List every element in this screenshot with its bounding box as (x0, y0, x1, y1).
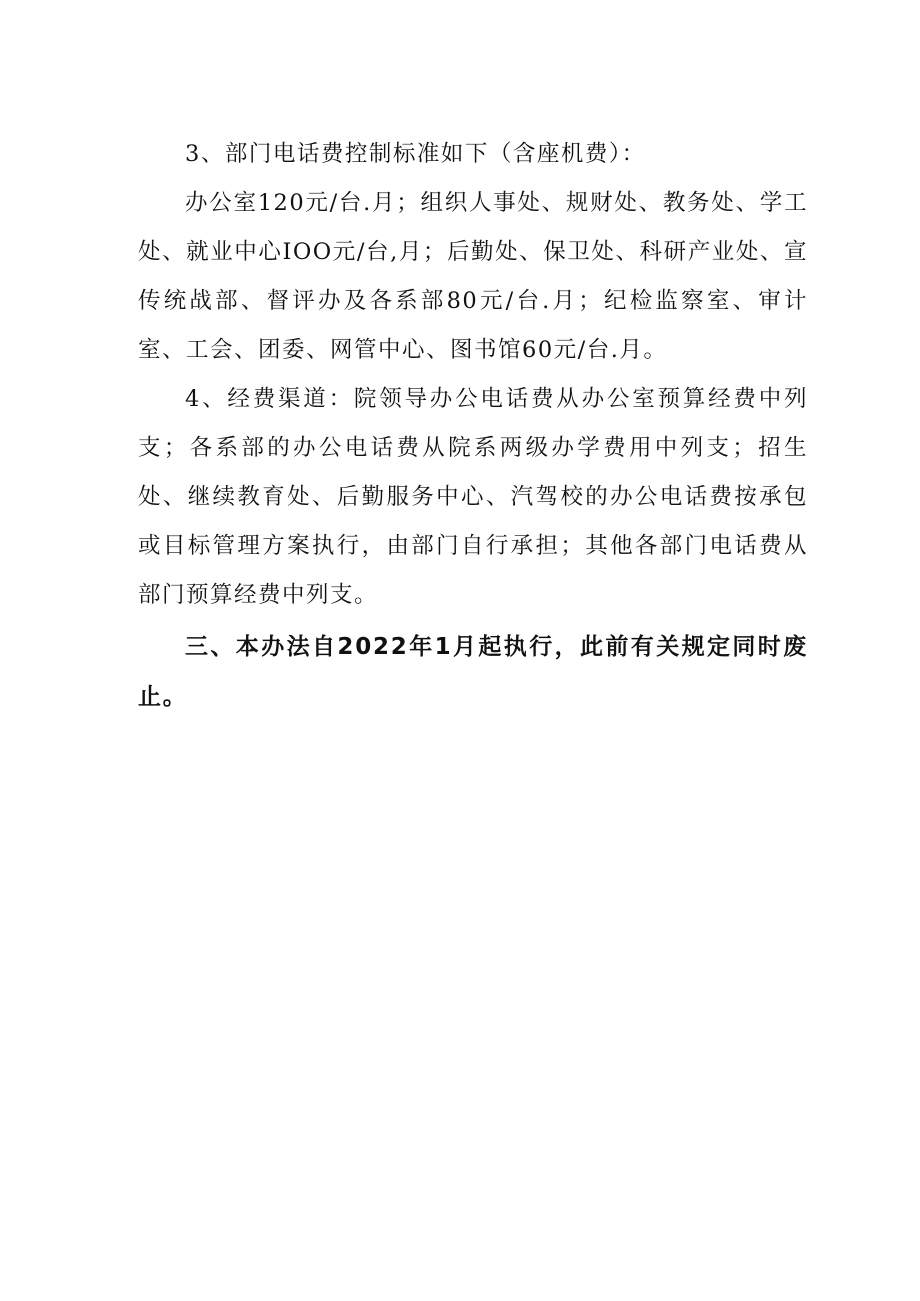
paragraph-phone-fee-standard-detail: 办公室120元/台.月；组织人事处、规财处、教务处、学工处、就业中心IOO元/台,月；后勤处、保卫处、科研产业处、宣传统战部、督评办及各系部80元/台.月；纪检监察室、审计室、工会、团委、网管中心、图书馆60元/台.月。 (138, 190, 808, 363)
paragraph-effective-date: 三、本办法自2022年1月起执行，此前有关规定同时废止。 (138, 634, 808, 710)
paragraph-phone-fee-standard-heading: 3、部门电话费控制标准如下（含座机费）： (185, 141, 646, 167)
document-body (138, 130, 808, 722)
paragraph-funding-channel: 4、经费渠道：院领导办公电话费从办公室预算经费中列支；各系部的办公电话费从院系两级办学费用中列支；招生处、继续教育处、后勤服务中心、汽驾校的办公电话费按承包或目标管理方案执行，由部门自行承担；其他各部门电话费从部门预算经费中列支。 (138, 386, 808, 608)
